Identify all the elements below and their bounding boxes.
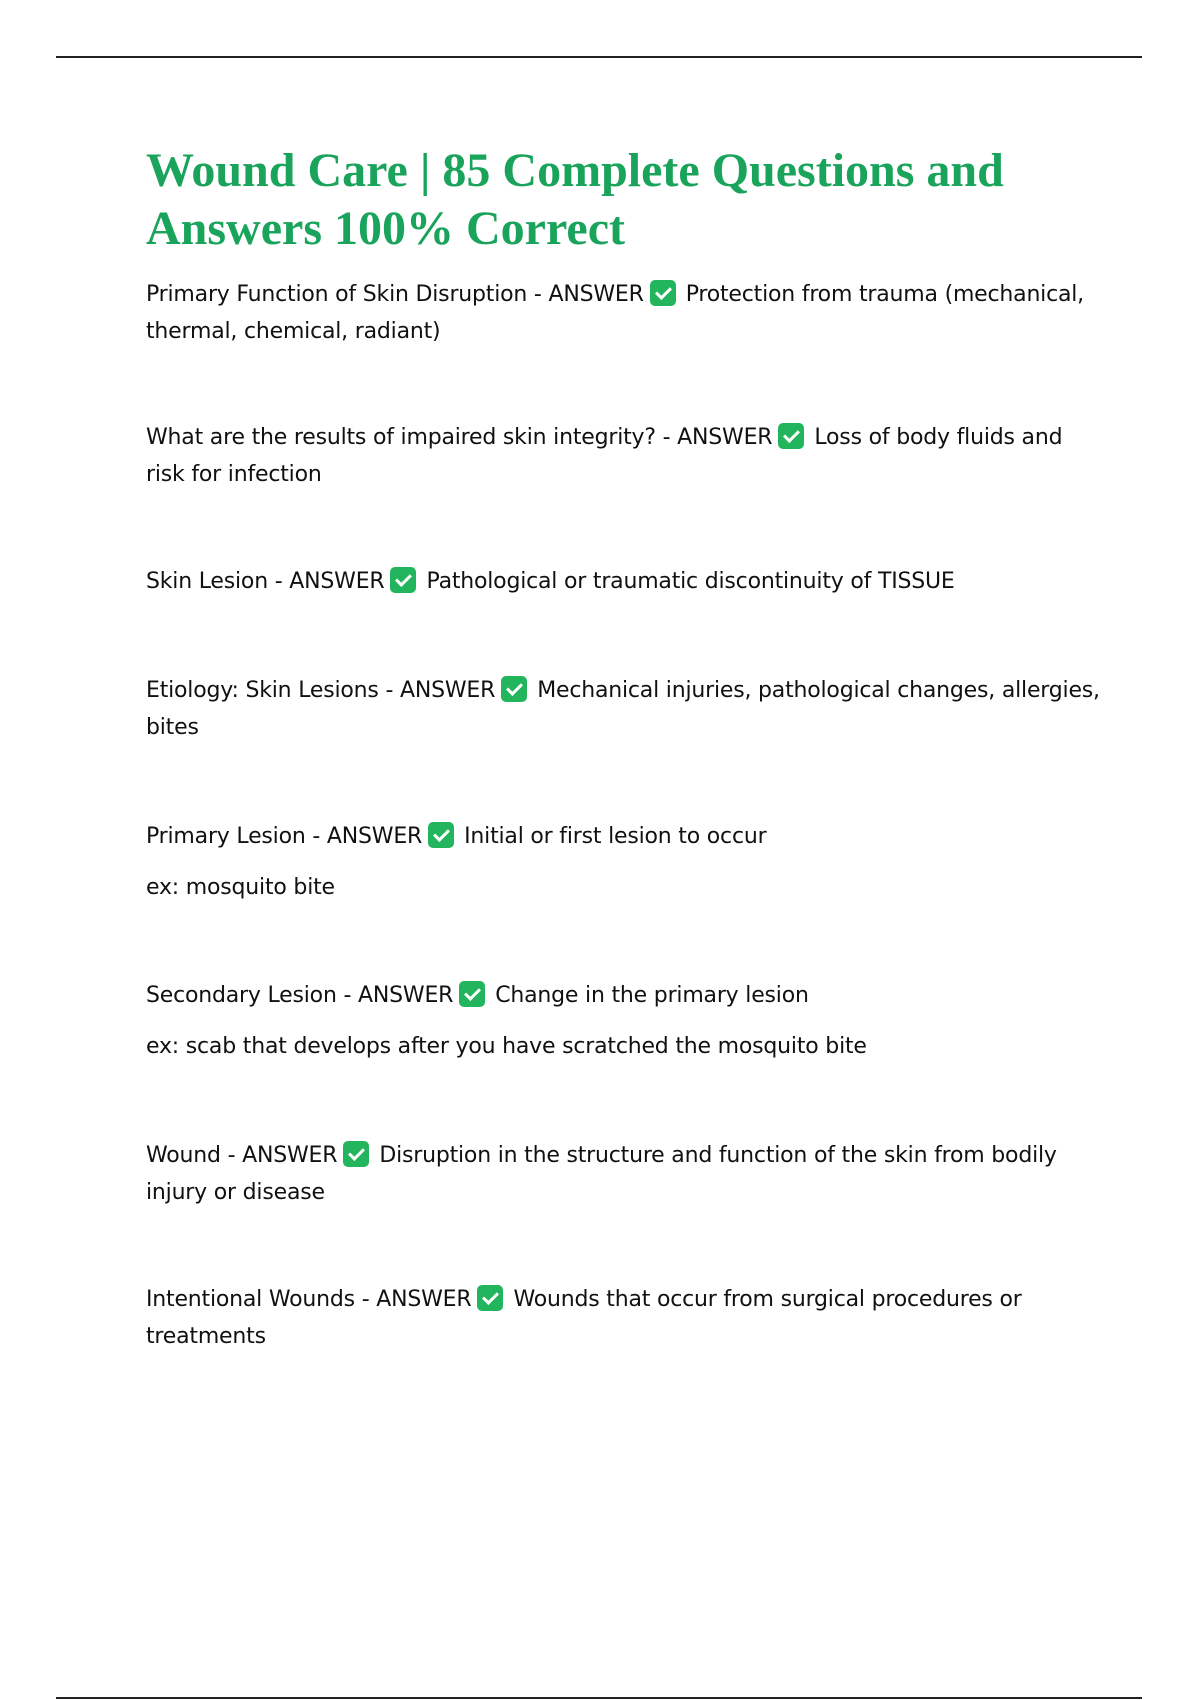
check-icon [390, 567, 416, 593]
question-text: Primary Lesion [146, 824, 306, 849]
answer-text: Protection from trauma (mechanical, thermal, chemical, radiant) [146, 282, 1084, 344]
qa-line [146, 672, 1106, 746]
separator: - [354, 1287, 377, 1312]
example-text: ex: mosquito bite [146, 875, 335, 900]
answer-marker: ANSWER [400, 678, 496, 703]
qa-line [146, 1281, 1106, 1355]
answer-marker: ANSWER [289, 569, 385, 594]
answer-marker: ANSWER [326, 824, 423, 849]
separator: - [655, 425, 678, 450]
question-text: Primary Function of Skin Disruption [146, 282, 528, 307]
qa-line [146, 818, 1106, 855]
answer-marker: ANSWER [242, 1143, 338, 1168]
check-icon [343, 1141, 369, 1167]
qa-item [146, 672, 1106, 746]
question-text: Intentional Wounds [146, 1287, 355, 1312]
qa-item [146, 563, 1106, 600]
document-title: Wound Care | 85 Complete Questions and Answers 100% Correct [146, 144, 1004, 255]
answer-marker: ANSWER [358, 983, 454, 1008]
qa-line [146, 977, 1106, 1014]
example-text: ex: scab that develops after you have scratched the mosquito bite [146, 1034, 867, 1059]
answer-marker: ANSWER [548, 282, 644, 307]
separator: - [305, 824, 327, 849]
separator: - [267, 569, 290, 594]
qa-item [146, 419, 1106, 493]
check-icon [501, 676, 527, 702]
answer-marker: ANSWER [677, 425, 773, 450]
footer-rule [56, 1697, 1142, 1699]
question-text: Secondary Lesion [146, 983, 337, 1008]
question-text: Wound [146, 1143, 221, 1168]
qa-item [146, 818, 1106, 906]
check-icon [459, 981, 485, 1007]
check-icon [428, 822, 454, 848]
separator: - [220, 1143, 243, 1168]
check-icon [778, 423, 804, 449]
question-text: Skin Lesion [146, 569, 268, 594]
qa-line [146, 563, 1106, 600]
separator: - [527, 282, 549, 307]
document-body [146, 142, 1106, 1355]
qa-line [146, 419, 1106, 493]
qa-line [146, 276, 1106, 350]
separator: - [378, 678, 400, 703]
qa-item [146, 276, 1106, 350]
question-text: Etiology: Skin Lesions [146, 678, 379, 703]
answer-text: Initial or first lesion to occur [464, 824, 767, 849]
qa-item [146, 1281, 1106, 1355]
header-rule [56, 56, 1142, 58]
answer-text: Mechanical injuries, pathological changes, allergies, bites [146, 678, 1100, 740]
separator: - [336, 983, 359, 1008]
qa-item [146, 1137, 1106, 1211]
answer-text: Change in the primary lesion [495, 983, 809, 1008]
check-icon [477, 1285, 503, 1311]
qa-line [146, 1137, 1106, 1211]
answer-marker: ANSWER [376, 1287, 472, 1312]
answer-text: Wounds that occur from surgical procedures or treatments [146, 1287, 1022, 1349]
question-text: What are the results of impaired skin integrity? [146, 425, 656, 450]
qa-item [146, 977, 1106, 1065]
answer-text: Disruption in the structure and function of the skin from bodily injury or disease [146, 1143, 1057, 1205]
check-icon [650, 280, 676, 306]
answer-text: Loss of body fluids and risk for infection [146, 425, 1063, 487]
answer-text: Pathological or traumatic discontinuity of TISSUE [426, 569, 955, 594]
